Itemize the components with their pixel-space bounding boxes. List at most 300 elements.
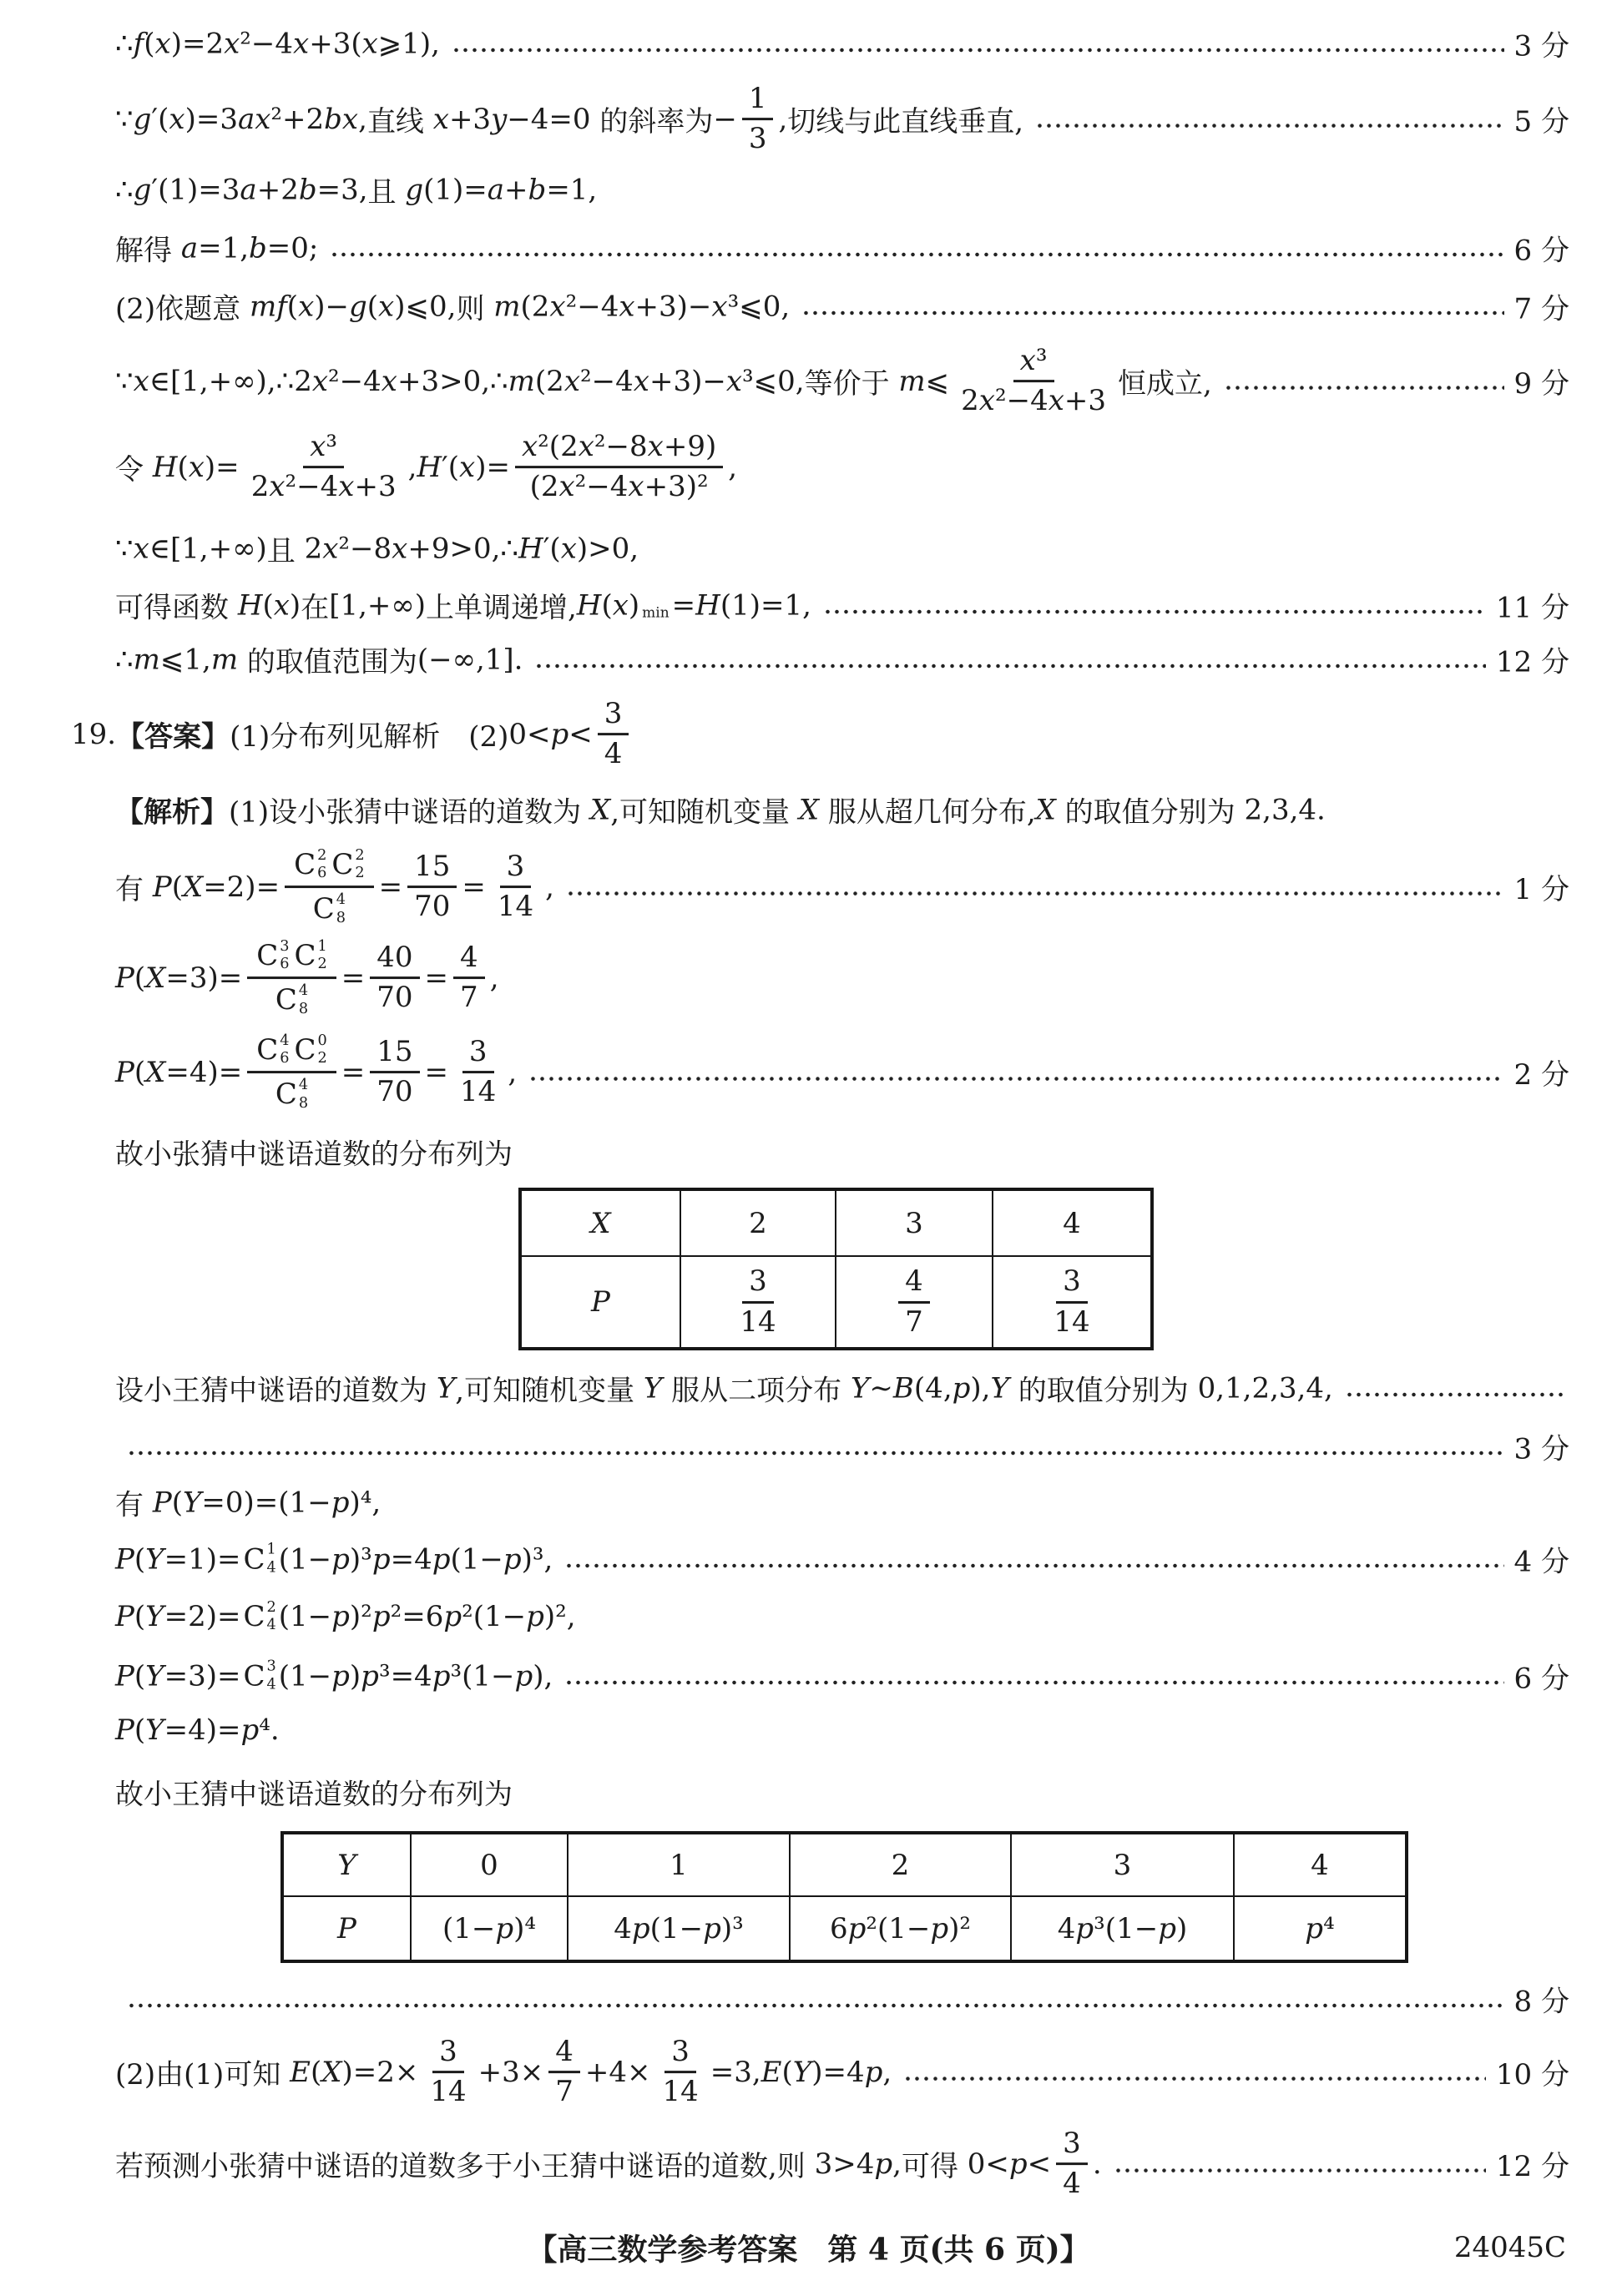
math-run: ,H′(x)= — [407, 451, 510, 484]
fraction-denominator — [266, 980, 317, 1018]
text-run: 的取值范围为 — [238, 645, 417, 679]
table-cell — [284, 1834, 412, 1897]
fraction — [285, 847, 374, 927]
fraction-numerator — [742, 1266, 774, 1303]
text-run: 的斜率为 — [590, 105, 714, 139]
combination-scripts — [336, 892, 346, 927]
combination-scripts — [318, 1032, 327, 1067]
content-line-3 — [115, 169, 1569, 210]
fraction-denominator — [954, 383, 1113, 417]
dot-leader — [566, 892, 1504, 896]
math-run: = — [341, 961, 366, 995]
text-run: 设小王猜中谜语的道数为 — [115, 1374, 437, 1408]
math-run: P(X=3)= — [115, 961, 243, 995]
dot-leader — [1035, 124, 1503, 129]
math-run: − — [713, 103, 737, 136]
math-run: 6p²(1−p)² — [829, 1911, 972, 1945]
text-run: 解得 — [115, 234, 181, 268]
math-run: 70 — [376, 981, 413, 1015]
math-run: Y — [436, 1371, 456, 1405]
dot-leader — [127, 2004, 1504, 2008]
fraction — [247, 1032, 336, 1113]
math-run: 4 — [604, 737, 623, 771]
fraction-numerator — [1056, 1266, 1088, 1303]
fraction-denominator — [266, 1074, 317, 1113]
math-run: +4× — [584, 2056, 651, 2089]
math-run: 2 — [891, 1848, 910, 1882]
text-run: 直线 — [366, 105, 433, 139]
math-run: 70 — [414, 890, 451, 924]
fraction-numerator — [432, 2036, 464, 2073]
fraction-denominator — [407, 889, 457, 923]
combination-subscript: 8 — [298, 1094, 309, 1112]
math-run: 40 — [376, 941, 413, 975]
math-run: P(Y=2)= — [115, 1600, 241, 1633]
math-run: (1−p)³p=4p(1−p)³, — [278, 1542, 553, 1576]
dot-leader — [534, 664, 1485, 669]
combination-c: C — [243, 1659, 265, 1693]
fraction-numerator — [515, 431, 723, 468]
combination-superscript: 4 — [336, 891, 346, 909]
combination-scripts — [299, 983, 308, 1018]
math-run: = — [424, 961, 449, 995]
math-run: , — [489, 961, 499, 995]
math-run: P — [337, 1911, 356, 1945]
fraction — [423, 2036, 472, 2108]
dot-leader — [528, 1077, 1503, 1082]
math-run: 3 — [439, 2035, 457, 2069]
fraction — [598, 699, 629, 770]
combination-symbol — [256, 938, 289, 973]
math-run: ∴m⩽1,m — [115, 643, 239, 676]
fraction-numerator — [370, 942, 419, 979]
combination-symbol — [243, 1599, 275, 1634]
combination-superscript: 3 — [266, 1658, 276, 1675]
text-run: 且 — [266, 534, 305, 568]
math-run: x³ — [310, 430, 338, 464]
text-run: 切线与此直线垂直, — [787, 105, 1024, 139]
combination-symbol — [256, 1032, 289, 1067]
text-run: 恒成立, — [1118, 367, 1212, 401]
combination-symbol — [275, 1077, 308, 1113]
math-run: 4 — [1063, 1206, 1081, 1240]
fraction-numerator — [664, 2036, 696, 2073]
fraction-numerator — [898, 1266, 930, 1303]
score-label: 5 分 — [1513, 105, 1569, 139]
table-cell — [1012, 1897, 1235, 1960]
math-run: X — [590, 1206, 611, 1240]
combination-superscript: 2 — [266, 1598, 276, 1616]
text-run: (1)分布列见解析 (2) — [230, 720, 509, 754]
content-line-16 — [115, 1132, 1569, 1173]
math-run: x³ — [1019, 344, 1048, 378]
content-line-23 — [115, 1713, 1569, 1747]
combination-subscript: 2 — [317, 1050, 327, 1067]
fraction-denominator — [370, 1074, 419, 1108]
table-cell — [1235, 1897, 1405, 1960]
combination-symbol — [295, 938, 327, 973]
fraction-denominator — [245, 469, 403, 503]
math-run: 15 — [414, 850, 451, 884]
fraction-denominator — [733, 1304, 782, 1338]
fraction — [655, 2036, 705, 2108]
math-run: = — [462, 870, 486, 904]
fraction — [247, 938, 336, 1018]
table-cell — [681, 1191, 836, 1257]
fraction — [245, 431, 403, 503]
dot-leader — [823, 610, 1486, 614]
table-cell — [1012, 1834, 1235, 1897]
fraction-numerator — [598, 699, 629, 735]
content-line-7 — [115, 431, 1569, 503]
math-run: 4 — [1063, 2167, 1081, 2201]
fraction — [515, 431, 723, 503]
fraction — [733, 1266, 782, 1338]
math-run: P(Y=0)=(1−p)⁴, — [152, 1486, 382, 1519]
score-label: 7 分 — [1513, 292, 1569, 326]
text-run: (1)设小张猜中谜语的道数为 — [229, 795, 590, 830]
combination-c: C — [256, 938, 279, 972]
math-run: = — [378, 870, 403, 904]
content-line-27 — [115, 2128, 1569, 2200]
text-run: 且 — [367, 175, 406, 209]
fraction-denominator — [598, 736, 629, 770]
combination-c: C — [294, 938, 316, 972]
fraction-numerator — [247, 938, 336, 979]
dot-leader — [127, 1451, 1504, 1456]
fraction-denominator — [742, 121, 774, 155]
combination-subscript: 2 — [317, 956, 327, 973]
combination-subscript: 6 — [317, 865, 327, 882]
fraction-numerator — [453, 942, 485, 979]
dot-leader — [1224, 386, 1504, 391]
math-run: x+3y−4=0 — [432, 103, 591, 136]
content-line-11 — [71, 699, 1569, 770]
combination-subscript: 8 — [336, 909, 346, 926]
fraction-denominator — [1056, 2166, 1088, 2200]
text-run: 有 — [115, 873, 153, 907]
dot-leader — [1114, 2169, 1486, 2173]
score-label: 12 分 — [1495, 2150, 1569, 2184]
content-line-5 — [115, 286, 1569, 327]
math-run: 3 — [748, 122, 767, 156]
subscript-label: min — [642, 604, 670, 622]
content-line-19 — [115, 1482, 1569, 1523]
text-run: 若预测小张猜中谜语的道数多于小王猜中谜语的道数,则 — [115, 2150, 815, 2184]
fraction — [1056, 2128, 1088, 2200]
text-run: 服从二项分布 — [662, 1374, 851, 1408]
dot-leader — [1345, 1393, 1566, 1397]
fraction — [548, 2036, 580, 2108]
fraction — [370, 942, 419, 1014]
math-run: P(Y=4)=p⁴. — [115, 1713, 280, 1747]
fraction-numerator — [370, 1037, 419, 1073]
fraction-numerator — [500, 851, 532, 888]
content-line-20 — [115, 1539, 1569, 1580]
table-cell — [836, 1257, 993, 1347]
math-run: 2,3,4. — [1244, 793, 1326, 826]
math-run: [1,+∞) — [329, 588, 426, 622]
fraction-numerator — [285, 847, 374, 888]
text-run: 19. — [71, 718, 117, 751]
content-line-8 — [115, 528, 1569, 569]
math-run: (2x²−4x+3)² — [529, 470, 709, 504]
paper-code: 24045C — [1453, 2231, 1566, 2264]
combination-c: C — [294, 1032, 316, 1067]
content-line-18 — [115, 1426, 1569, 1467]
text-run: (2)由(1)可知 — [115, 2058, 291, 2092]
math-run: x²(2x²−8x+9) — [521, 430, 717, 464]
combination-c: C — [256, 1032, 279, 1067]
math-run: ∴f(x)=2x²−4x+3(x⩾1), — [115, 27, 440, 60]
text-run: 在 — [301, 591, 330, 625]
math-run: 14 — [430, 2075, 467, 2109]
combination-scripts — [267, 1542, 276, 1577]
math-run: P — [591, 1285, 610, 1319]
table-cell — [284, 1897, 412, 1960]
fraction-numerator — [303, 431, 344, 468]
math-run: 3 — [1113, 1848, 1132, 1882]
math-run: 4 — [1311, 1848, 1329, 1882]
table-cell — [836, 1191, 993, 1257]
score-label: 12 分 — [1495, 645, 1569, 679]
text-run: 有 — [115, 1488, 153, 1522]
combination-scripts — [280, 1032, 289, 1067]
combination-subscript: 4 — [266, 1617, 276, 1633]
combination-subscript: 2 — [355, 865, 365, 882]
content-line-2 — [115, 83, 1569, 155]
footer-title-text: 【高三数学参考答案 第 4 页(共 6 页)】 — [527, 2232, 1090, 2268]
combination-superscript: 0 — [317, 1032, 327, 1050]
fraction-numerator — [407, 851, 457, 888]
math-run: 2x²−8x+9>0,∴H′(x)>0, — [304, 532, 639, 565]
math-run: =3,E(Y)=4p, — [710, 2056, 892, 2089]
math-run: ∵g′(x)=3ax²+2bx, — [115, 103, 367, 136]
math-run: 14 — [740, 1304, 776, 1339]
math-run: 1 — [670, 1848, 688, 1882]
text-run: 则 — [456, 292, 494, 326]
math-run: 14 — [1054, 1304, 1090, 1339]
math-run: 14 — [497, 890, 534, 924]
math-run: X — [798, 793, 820, 826]
content-line-10 — [115, 639, 1569, 680]
math-run: g(1)=a+b=1, — [405, 173, 598, 206]
table-cell — [522, 1191, 681, 1257]
content-line-17 — [115, 1368, 1569, 1409]
text-run: 故小张猜中谜语道数的分布列为 — [115, 1138, 513, 1172]
math-run: E(X)=2× — [290, 2056, 419, 2089]
math-run: H(x) — [237, 588, 301, 622]
fraction-numerator — [1056, 2128, 1088, 2165]
math-run: P(X=2)= — [152, 870, 280, 904]
fraction — [453, 942, 485, 1014]
math-run: 4p(1−p)³ — [614, 1911, 744, 1945]
math-run: m(2x²−4x+3)−x³⩽0, — [493, 290, 791, 323]
combination-superscript: 4 — [298, 1077, 309, 1094]
table-cell — [681, 1257, 836, 1347]
math-run: 7 — [555, 2075, 574, 2109]
fraction-denominator — [370, 980, 419, 1014]
combination-symbol — [243, 1658, 275, 1693]
combination-scripts — [267, 1599, 276, 1634]
math-run: 15 — [376, 1035, 413, 1069]
combination-superscript: 4 — [298, 982, 309, 1000]
math-run: (1−p)⁴ — [442, 1911, 537, 1945]
math-run: 2x²−4x+3 — [961, 384, 1107, 418]
score-label: 3 分 — [1513, 29, 1569, 63]
text-run: 令 — [115, 453, 153, 487]
fraction-numerator — [462, 1037, 494, 1073]
math-run: = — [341, 1056, 366, 1089]
content-line-15 — [115, 1032, 1569, 1113]
math-run: =H(1)=1, — [671, 588, 811, 622]
math-run: , — [728, 451, 738, 484]
score-label: 9 分 — [1513, 367, 1569, 401]
combination-scripts — [280, 938, 289, 973]
math-run: P(Y=3)= — [115, 1659, 241, 1693]
combination-c: C — [243, 1542, 265, 1576]
math-run: H(x) — [576, 588, 640, 622]
fraction — [1047, 1266, 1096, 1338]
fraction — [954, 346, 1113, 417]
math-run: 3 — [1063, 2127, 1081, 2161]
fraction — [370, 1037, 419, 1108]
content-line-21 — [115, 1599, 1569, 1634]
math-run: 0<p< — [508, 718, 593, 751]
score-label: 4 分 — [1513, 1545, 1569, 1579]
math-run: 14 — [460, 1075, 497, 1109]
dot-leader — [801, 311, 1503, 315]
combination-scripts — [355, 847, 364, 882]
combination-subscript: 4 — [266, 1559, 276, 1576]
math-run: 3>4p, — [814, 2147, 902, 2181]
content-line-26 — [115, 2036, 1569, 2108]
fraction-denominator — [453, 1074, 503, 1108]
bold-label: 【答案】 — [116, 720, 230, 754]
math-run: (1−p)p³=4p³(1−p), — [278, 1659, 553, 1693]
math-run: 4 — [555, 2035, 574, 2069]
combination-scripts — [317, 847, 326, 882]
math-run: . — [1092, 2147, 1102, 2181]
combination-superscript: 1 — [266, 1541, 276, 1558]
text-run: ,可知随机变量 — [610, 795, 799, 830]
math-run: 0,1,2,3,4, — [1197, 1371, 1333, 1405]
combination-symbol — [313, 892, 346, 927]
math-run: X — [1035, 793, 1056, 826]
fraction-denominator — [1047, 1304, 1096, 1338]
table-cell — [1235, 1834, 1405, 1897]
fraction-denominator — [453, 980, 485, 1014]
combination-superscript: 2 — [355, 847, 365, 865]
fraction — [898, 1266, 930, 1338]
combination-superscript: 4 — [280, 1032, 290, 1050]
text-run: 可得函数 — [115, 591, 238, 625]
math-run: p⁴ — [1305, 1911, 1335, 1945]
text-run: 故小王猜中谜语道数的分布列为 — [115, 1778, 513, 1812]
content-line-1 — [115, 23, 1569, 64]
text-run: 可得 — [901, 2150, 968, 2184]
content-line-6 — [115, 346, 1569, 417]
math-run: 70 — [376, 1075, 413, 1109]
text-run: (2)依题意 — [115, 292, 250, 326]
combination-symbol — [275, 983, 308, 1018]
score-label: 2 分 — [1513, 1058, 1569, 1092]
table-cell — [791, 1897, 1012, 1960]
math-run: Y — [337, 1848, 356, 1882]
fraction-denominator — [655, 2074, 705, 2108]
math-run: a=1,b=0; — [180, 231, 319, 265]
combination-c: C — [275, 1077, 297, 1112]
text-run: 等价于 — [804, 367, 899, 401]
table-cell — [993, 1257, 1150, 1347]
score-label: 3 分 — [1513, 1432, 1569, 1466]
combination-c: C — [294, 847, 316, 881]
score-label: 8 分 — [1513, 1985, 1569, 2019]
combination-scripts — [267, 1658, 276, 1693]
math-run: , — [545, 870, 554, 904]
combination-superscript: 3 — [280, 938, 290, 956]
combination-symbol — [243, 1542, 275, 1577]
content-line-12 — [115, 790, 1569, 830]
math-run: 3 — [468, 1035, 488, 1069]
math-run: 4 — [905, 1264, 923, 1299]
math-run: 2 — [749, 1206, 767, 1240]
math-run: ∵x∈[1,+∞) — [115, 532, 267, 565]
math-run: H(x)= — [152, 451, 240, 484]
combination-symbol — [294, 847, 326, 882]
combination-subscript: 8 — [298, 1000, 309, 1017]
footer-title — [0, 2227, 1617, 2269]
math-run: 3 — [1063, 1264, 1081, 1299]
combination-c: C — [331, 847, 354, 881]
math-run: 0 — [480, 1848, 498, 1882]
content-line-25 — [115, 1979, 1569, 2020]
math-run: P(Y=1)= — [115, 1542, 241, 1576]
fraction-numerator — [247, 1032, 336, 1073]
math-run: (1−p)²p²=6p²(1−p)², — [278, 1600, 576, 1633]
text-run: 服从超几何分布, — [819, 795, 1036, 830]
combination-subscript: 6 — [280, 1050, 290, 1067]
math-run: X — [589, 793, 611, 826]
content-line-9 — [115, 585, 1569, 626]
math-run: = — [424, 1056, 449, 1089]
combination-c: C — [312, 892, 335, 926]
math-run: 1 — [748, 82, 767, 116]
dot-leader — [564, 1564, 1503, 1568]
dot-leader — [330, 253, 1503, 257]
table-cell — [522, 1257, 681, 1347]
math-run: 3 — [604, 697, 623, 731]
math-run: 3 — [506, 850, 525, 884]
text-run: ,可知随机变量 — [455, 1374, 644, 1408]
math-run: , — [508, 1056, 518, 1089]
table-cell — [993, 1191, 1150, 1257]
math-run: 7 — [905, 1304, 923, 1339]
dot-leader — [903, 2077, 1486, 2082]
math-run: Y∼B(4,p),Y — [850, 1371, 1009, 1405]
math-run: 3 — [905, 1206, 923, 1240]
fraction-denominator — [304, 889, 355, 927]
text-run: 的取值分别为 — [1055, 795, 1245, 830]
table-cell — [791, 1834, 1012, 1897]
math-run: mf(x)−g(x)⩽0, — [249, 290, 457, 323]
fraction-denominator — [898, 1304, 930, 1338]
math-run: 0<p< — [967, 2147, 1052, 2181]
math-run: P(X=4)= — [115, 1056, 243, 1089]
table-cell — [412, 1834, 568, 1897]
x-distribution-table — [518, 1188, 1154, 1350]
fraction-denominator — [548, 2074, 580, 2108]
